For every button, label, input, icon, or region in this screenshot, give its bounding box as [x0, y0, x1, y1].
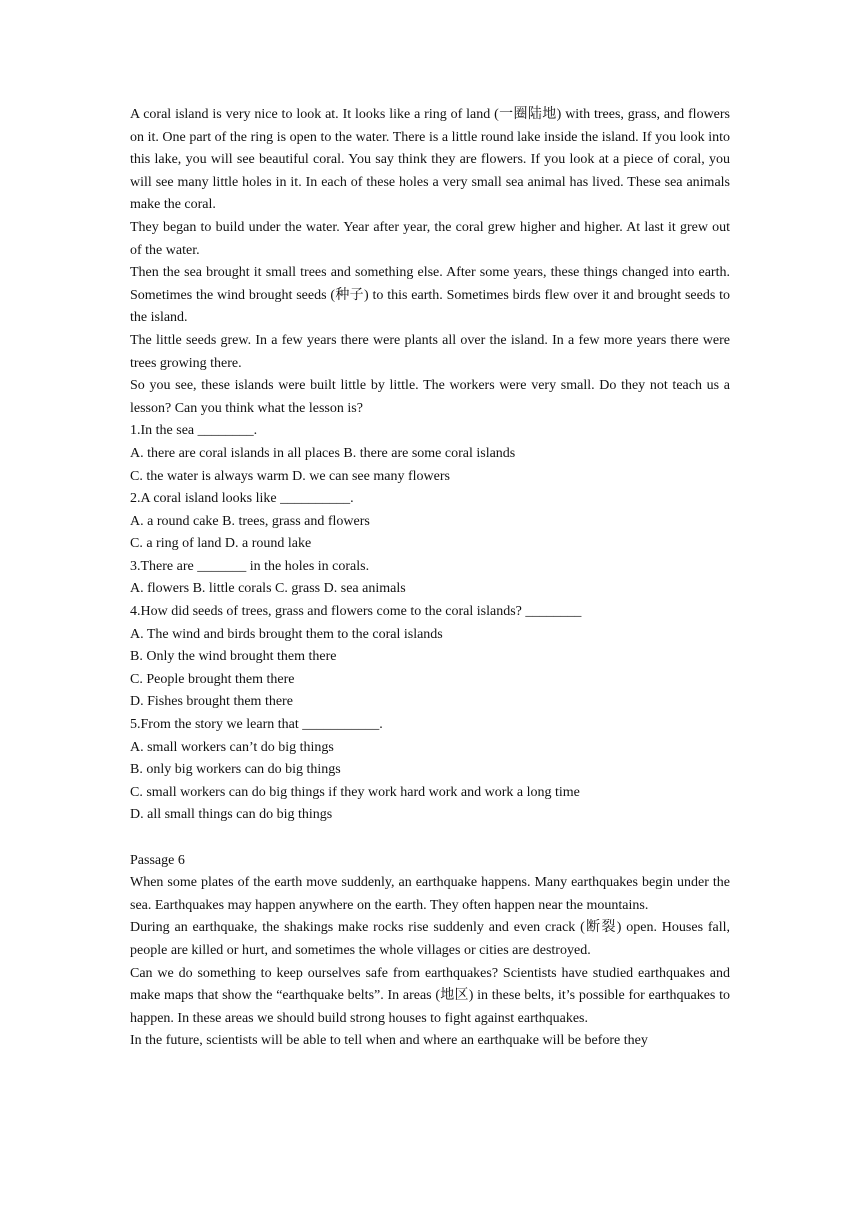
answer-options: A. a round cake B. trees, grass and flowers	[130, 513, 370, 529]
passage-6	[130, 850, 730, 1053]
question-stem: 1.In the sea ________.	[130, 423, 258, 439]
paragraph: Then the sea brought it small trees and something else. After some years, these things changed into earth. Sometimes the wind brought seeds (种子) to this earth. Sometimes birds flew over it and brought seeds to the island.	[130, 265, 730, 326]
answer-option: B. only big workers can do big things	[130, 762, 341, 778]
question-stem: 2.A coral island looks like __________.	[130, 491, 354, 507]
paragraph: In the future, scientists will be able to tell when and where an earthquake will be before they	[130, 1033, 648, 1049]
question-2	[130, 488, 730, 556]
answer-options: A. flowers B. little corals C. grass D. sea animals	[130, 581, 406, 597]
passage-heading: Passage 6	[130, 852, 185, 868]
paragraph: A coral island is very nice to look at. It looks like a ring of land (一圈陆地) with trees, grass, and flowers on it. One part of the ring is open to the water. There is a little round lake inside the island. If you look into this lake, you will see beautiful coral. You say think they are flowers. If you look at a piece of coral, you will see many little holes in it. In each of these holes a very small sea animal has lived. These sea animals make the coral.	[130, 107, 730, 213]
answer-option: D. all small things can do big things	[130, 807, 333, 823]
answer-options: A. there are coral islands in all places B. there are some coral islands	[130, 445, 516, 461]
question-5	[130, 714, 730, 827]
paragraph: They began to build under the water. Year after year, the coral grew higher and higher. At last it grew out of the water.	[130, 219, 730, 258]
question-stem: 3.There are _______ in the holes in corals.	[130, 558, 370, 574]
answer-options: C. the water is always warm D. we can see many flowers	[130, 468, 450, 484]
answer-option: A. The wind and birds brought them to the coral islands	[130, 626, 443, 642]
question-4	[130, 601, 730, 714]
blank-line	[130, 827, 730, 850]
answer-option: C. small workers can do big things if they work hard work and work a long time	[130, 784, 580, 800]
paragraph: Can we do something to keep ourselves safe from earthquakes? Scientists have studied earthquakes and make maps that show the “earthquake belts”. In areas (地区) in these belts, it’s possible for earthquakes to happen. In these areas we should build strong houses to fight against earthquakes.	[130, 965, 730, 1026]
paragraph: So you see, these islands were built little by little. The workers were very small. Do they not teach us a lesson? Can you think what the lesson is?	[130, 378, 730, 416]
question-3	[130, 556, 730, 601]
question-stem: 4.How did seeds of trees, grass and flowers come to the coral islands? ________	[130, 604, 582, 620]
answer-options: C. a ring of land D. a round lake	[130, 536, 312, 552]
answer-option: B. Only the wind brought them there	[130, 649, 337, 665]
answer-option: C. People brought them there	[130, 671, 295, 687]
question-1	[130, 420, 730, 488]
answer-option: A. small workers can’t do big things	[130, 739, 334, 755]
question-stem: 5.From the story we learn that ___________.	[130, 717, 383, 733]
document-page	[130, 104, 730, 1053]
answer-option: D. Fishes brought them there	[130, 694, 293, 710]
paragraph: The little seeds grew. In a few years there were plants all over the island. In a few more years there were trees growing there.	[130, 332, 730, 371]
passage-5-text	[130, 104, 730, 420]
question-list	[130, 420, 730, 827]
paragraph: During an earthquake, the shakings make rocks rise suddenly and even crack (断裂) open. Houses fall, people are killed or hurt, and sometimes the whole villages or cities are destroyed.	[130, 920, 730, 958]
paragraph: When some plates of the earth move suddenly, an earthquake happens. Many earthquakes begin under the sea. Earthquakes may happen anywhere on the earth. They often happen near the mountains.	[130, 875, 730, 913]
